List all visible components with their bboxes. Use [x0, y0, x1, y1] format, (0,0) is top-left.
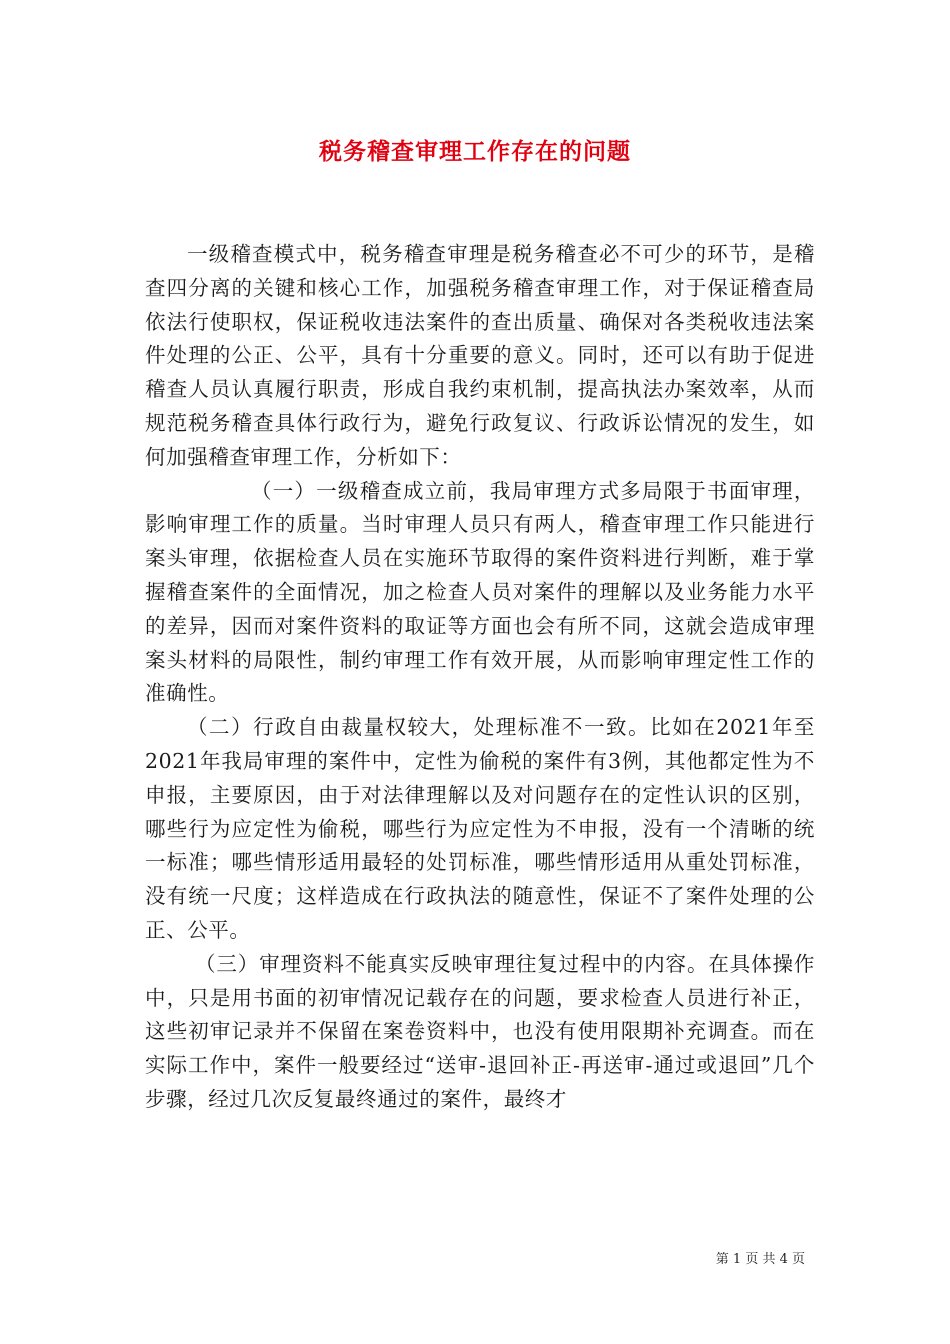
paragraph-intro: 一级稽查模式中，税务稽查审理是税务稽查必不可少的环节，是稽查四分离的关键和核心工作，加强税务稽查审理工作，对于保证稽查局依法行使职权，保证税收违法案件的查出质量、确保对各类税收违法案件处理的公正、公平，具有十分重要的意义。同时，还可以有助于促进稽查人员认真履行职责，形成自我约束机制，提高执法办案效率，从而规范税务稽查具体行政行为，避免行政复议、行政诉讼情况的发生，如何加强稽查审理工作，分析如下： — [145, 242, 815, 469]
paragraph-point-3: （三）审理资料不能真实反映审理往复过程中的内容。在具体操作中，只是用书面的初审情况记载存在的问题，要求检查人员进行补正，这些初审记录并不保留在案卷资料中，也没有使用限期补充调查。而在实际工作中，案件一般要经过“送审-退回补正-再送审-通过或退回”几个步骤，经过几次反复最终通过的案件，最终才 — [145, 951, 815, 1111]
paragraph-point-2: （二）行政自由裁量权较大，处理标准不一致。比如在2021年至2021年我局审理的案件中，定性为偷税的案件有3例，其他都定性为不申报，主要原因，由于对法律理解以及对问题存在的定性认识的区别，哪些行为应定性为偷税，哪些行为应定性为不申报，没有一个清晰的统一标准；哪些情形适用最轻的处罚标准，哪些情形适用从重处罚标准，没有统一尺度；这样造成在行政执法的随意性，保证不了案件处理的公正、公平。 — [145, 715, 815, 942]
document-body — [145, 238, 815, 1117]
page-number: 第 1 页 共 4 页 — [715, 1252, 805, 1267]
paragraph-point-1: （一）一级稽查成立前，我局审理方式多局限于书面审理，影响审理工作的质量。当时审理人员只有两人，稽查审理工作只能进行案头审理，依据检查人员在实施环节取得的案件资料进行判断，难于掌握稽查案件的全面情况，加之检查人员对案件的理解以及业务能力水平的差异，因而对案件资料的取证等方面也会有所不同，这就会造成审理案头材料的局限性，制约审理工作有效开展，从而影响审理定性工作的准确性。 — [145, 478, 815, 706]
document-title: 税务稽查审理工作存在的问题 — [319, 138, 631, 165]
